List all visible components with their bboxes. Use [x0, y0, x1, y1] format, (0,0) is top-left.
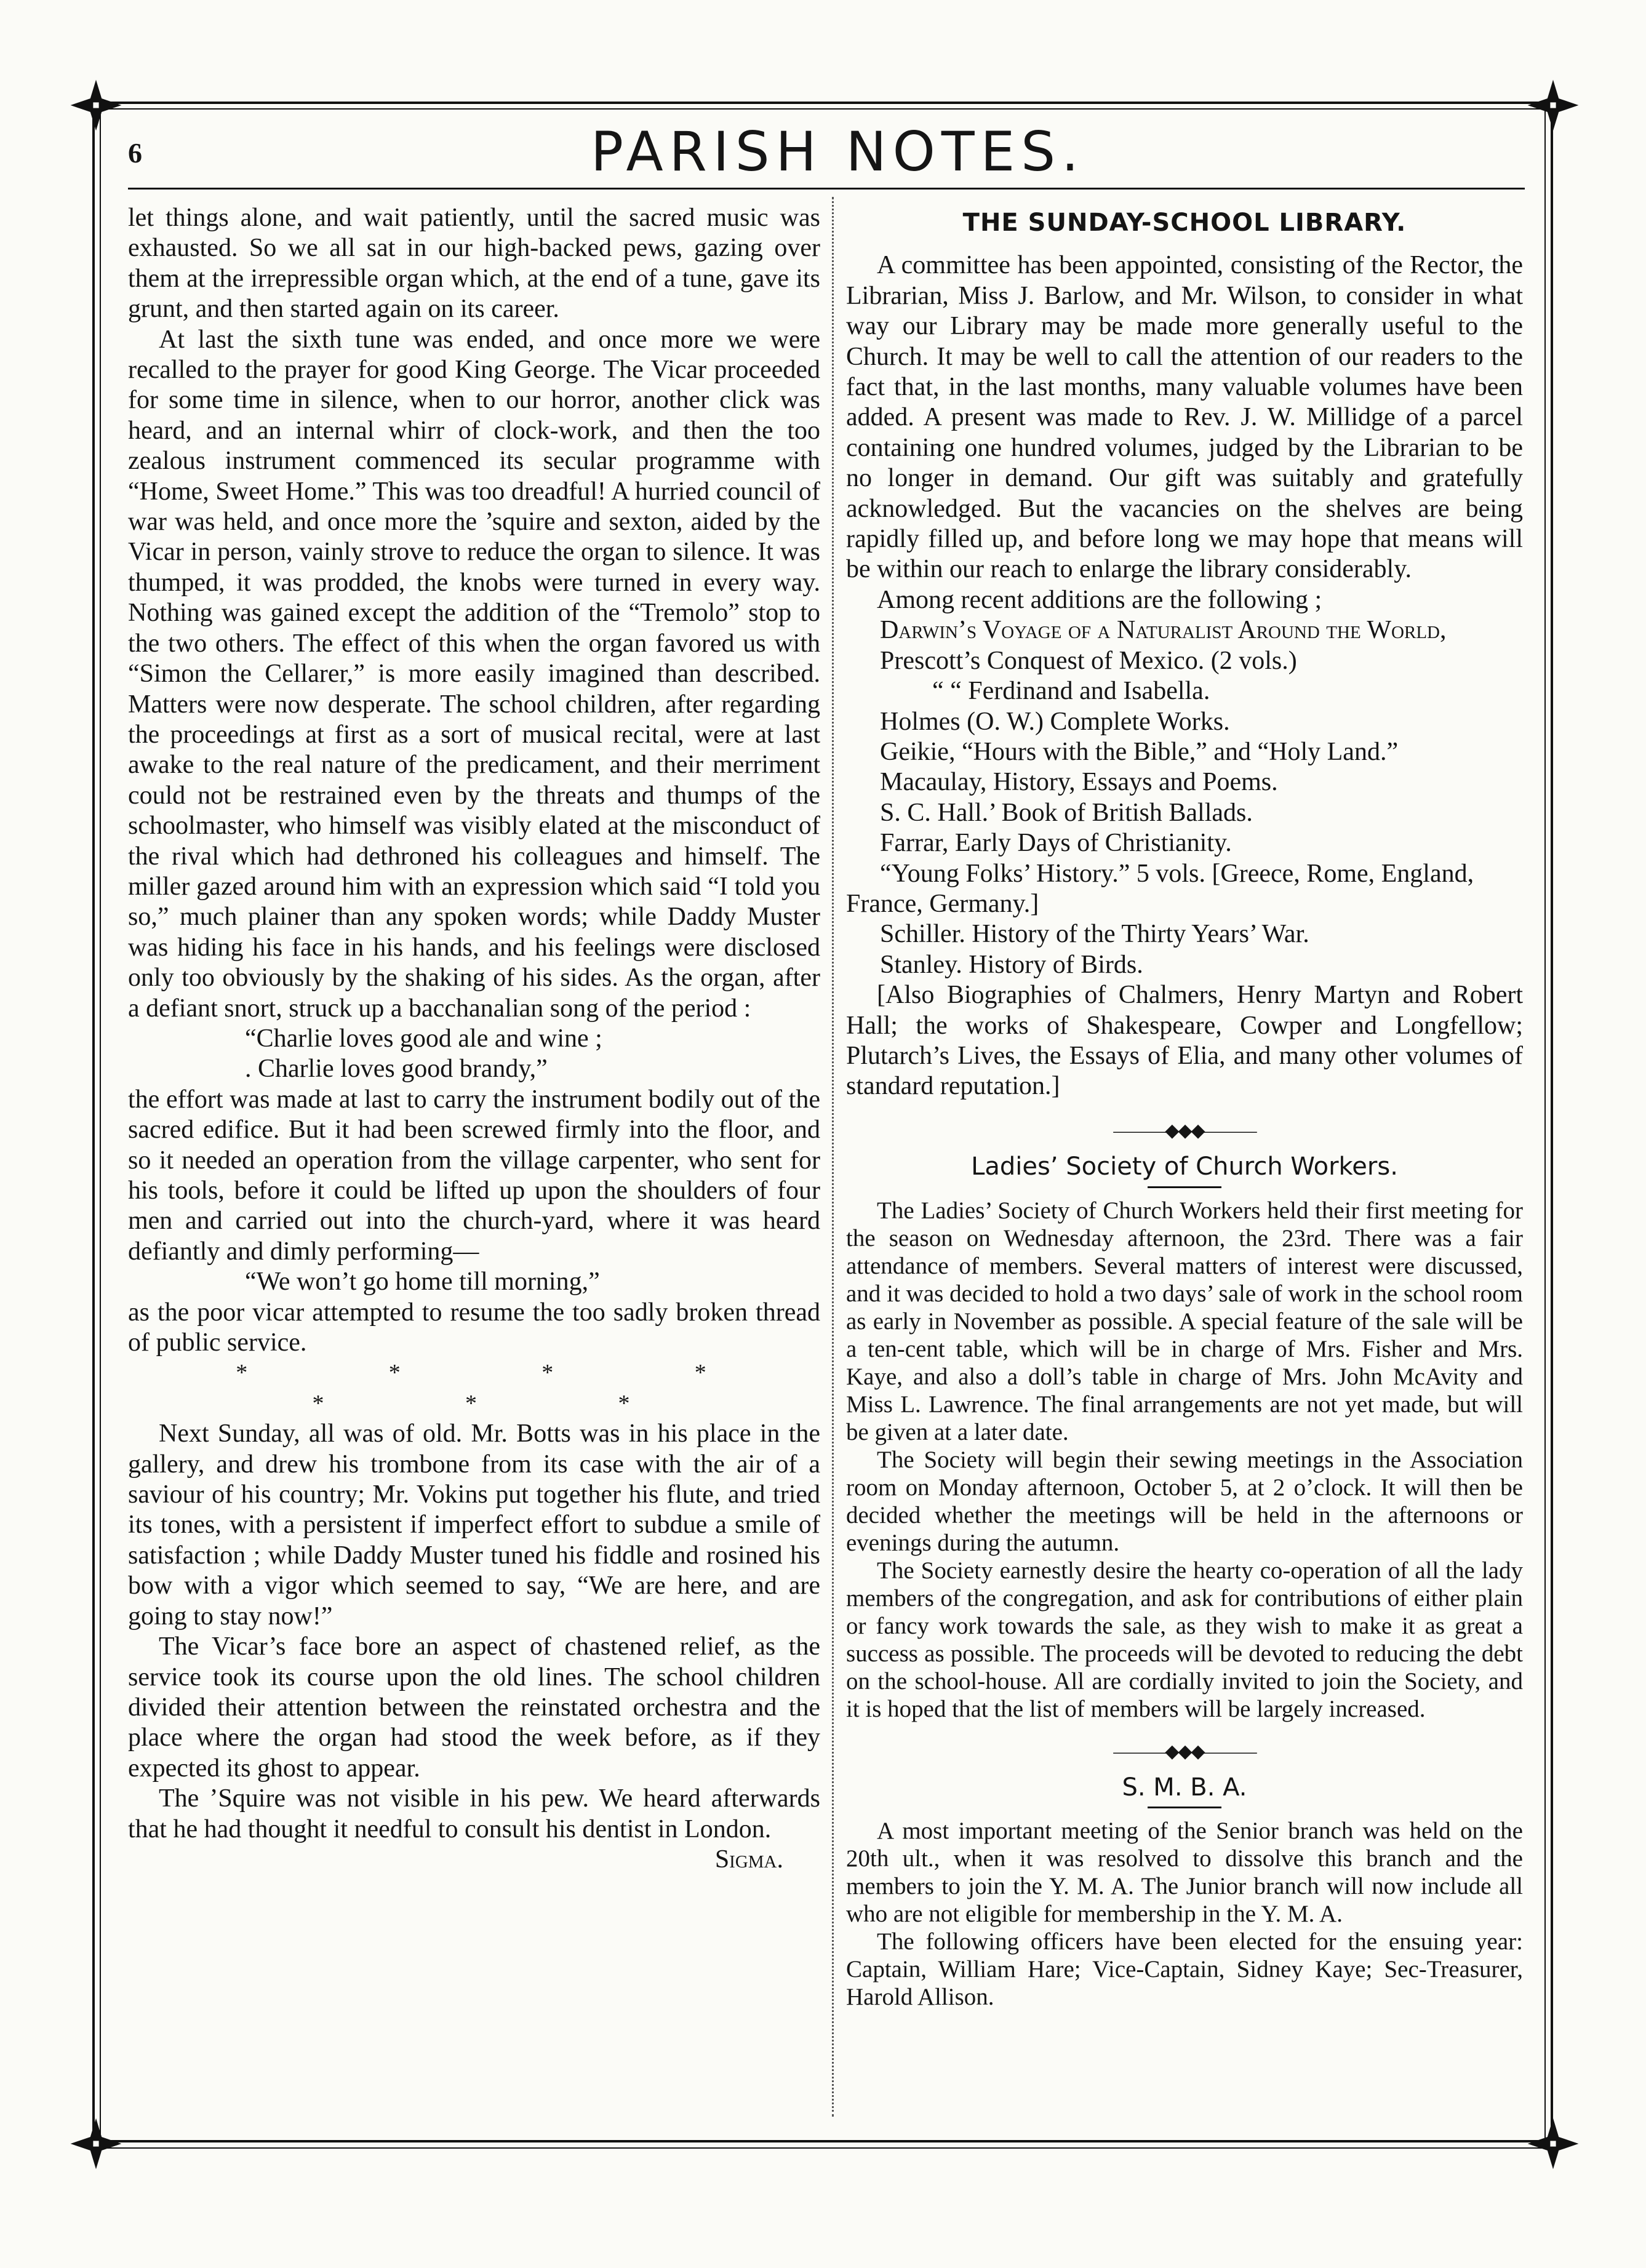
corner-cross-icon [68, 77, 124, 134]
left-border-outer [92, 105, 95, 2142]
paragraph: the effort was made at last to carry the instrument bodily out of the sacred edifice. But it had been screwed firmly into the floor, and so it needed an operation from the village carpenter, who sent for his tools, before it could be lifted up upon the shoulders of four men and carried out into the church-yard, where it was heard defiantly and dimly performing— [128, 1085, 820, 1266]
page-title: PARISH NOTES. [591, 120, 1085, 183]
short-rule [1148, 1186, 1221, 1188]
paragraph: The ’Squire was not visible in his pew. We heard afterwards that he had thought it needful to consult his dentist in London. [128, 1784, 820, 1843]
header-rule [128, 188, 1525, 190]
list-item: Holmes (O. W.) Complete Works. [880, 707, 1230, 736]
list-item: Darwin’s Voyage of a Naturalist Around the World, [880, 616, 1447, 645]
section-heading-library: THE SUNDAY-SCHOOL LIBRARY. [962, 209, 1407, 237]
right-column [846, 203, 1523, 2011]
list-item: Farrar, Early Days of Christianity. [880, 829, 1232, 858]
paragraph: The Vicar’s face bore an aspect of chastened relief, as the service took its course upon the old lines. The school children divided their attention between the reinstated orchestra and the place where the organ had stood the week before, as if they expected its ghost to appear. [128, 1632, 820, 1783]
right-border-outer [1551, 105, 1553, 2142]
left-column [128, 203, 820, 1875]
verse-line: . Charlie loves good brandy,” [245, 1055, 548, 1084]
list-intro: Among recent additions are the following ; [877, 585, 1322, 614]
signature-line [128, 1845, 820, 1875]
list-item: Schiller. History of the Thirty Years’ War. [880, 920, 1309, 949]
paragraph: The Ladies’ Society of Church Workers held their first meeting for the season on Wednesday afternoon, the 23rd. There was a fair attendance of members. Several matters of interest were discussed, and it was decided to hold a two days’ sale of work in the school room as early in November as possible. A special feature of the sale will be a ten-cent table, which will be in charge of Mrs. Fisher and Mrs. Kaye, and also a doll’s table in charge of Mrs. John McAvity and Miss L. Lawrence. The final arrangements are not yet made, but will be given at a later date. [846, 1197, 1523, 1445]
signature: Sigma. [714, 1845, 783, 1874]
paragraph: The Society earnestly desire the hearty co-operation of all the lady members of the congregation, and ask for contributions of either plain or fancy work towards the sale, as they wish to make it as great a success as possible. The proceeds will be devoted to reducing the debt on the school-house. All are cordially invited to join the Society, and it is hoped that the list of members will be largely increased. [846, 1557, 1523, 1722]
list-item: Geikie, “Hours with the Bible,” and “Holy Land.” [880, 737, 1399, 766]
right-border-inner [1544, 105, 1546, 2142]
paragraph: A most important meeting of the Senior branch was held on the 20th ult., when it was resolved to dissolve this branch and the members to join the Y. M. A. The Junior branch will now include all who are not eligible for membership in the Y. M. A. [846, 1818, 1523, 1928]
paragraph: Next Sunday, all was of old. Mr. Botts was in his place in the gallery, and drew his trombone from its case with the air of a saviour of his country; Mr. Vokins put together his flute, and tried its tones, with a persistent if imperfect effort to subdue a smile of satisfaction ; while Daddy Muster tuned his fiddle and rosined his bow with a vigor which seemed to say, “We are here, and are going to stay now!” [128, 1419, 820, 1631]
ornament-divider: ———◆◆◆——— [1113, 1120, 1256, 1141]
top-border-inner [92, 108, 1554, 110]
paragraph: as the poor vicar attempted to resume the too sadly broken thread of public service. [128, 1298, 820, 1357]
section-heading-smba: S. M. B. A. [1122, 1773, 1247, 1802]
list-item: “Young Folks’ History.” 5 vols. [Greece, Rome, England, France, Germany.] [846, 859, 1474, 918]
list-item: S. C. Hall.’ Book of British Ballads. [880, 798, 1253, 827]
bottom-border-outer [92, 2140, 1554, 2142]
column-divider [832, 197, 834, 2117]
list-item: Stanley. History of Birds. [880, 950, 1143, 979]
list-item: Macaulay, History, Essays and Poems. [880, 768, 1278, 797]
corner-cross-icon [1525, 77, 1581, 134]
verse-line: “We won’t go home till morning,” [245, 1268, 600, 1296]
list-item: Prescott’s Conquest of Mexico. (2 vols.) [880, 646, 1297, 675]
paragraph: The following officers have been elected for the ensuing year: Captain, William Hare; Vice-Captain, Sidney Kaye; Sec-Treasurer, Harold Allison. [846, 1928, 1523, 2011]
list-item: “ “ Ferdinand and Isabella. [932, 677, 1210, 706]
page-number: 6 [128, 137, 142, 169]
paragraph: [Also Biographies of Chalmers, Henry Martyn and Robert Hall; the works of Shakespeare, Cowper and Longfellow; Plutarch’s Lives, the Essays of Elia, and many other volumes of standard reputation.] [846, 981, 1523, 1101]
short-rule [1148, 1807, 1221, 1808]
paragraph: A committee has been appointed, consisting of the Rector, the Librarian, Miss J. Barlow, and Mr. Wilson, to consider in what way our Library may be made more generally useful to the Church. It may be well to call the attention of our readers to the fact that, in the last months, many valuable volumes have been added. A present was made to Rev. J. W. Millidge of a parcel containing one hundred volumes, judged by the Librarian to be no longer in demand. Our gift was suitably and gratefully acknowledged. But the vacancies on the shelves are being rapidly filled up, and before long we may hope that means will be within our reach to enlarge the library considerably. [846, 251, 1523, 584]
verse-line: “Charlie loves good ale and wine ; [245, 1024, 602, 1053]
left-border-inner [100, 105, 101, 2142]
section-break-stars: * * * * * * * [236, 1360, 774, 1416]
corner-cross-icon [1525, 2115, 1581, 2172]
paragraph: let things alone, and wait patiently, until the sacred music was exhausted. So we all sat in our high-backed pews, gazing over them at the irrepressible organ which, at the end of a tune, gave its grunt, and then started again on its career. [128, 204, 820, 324]
top-border-outer [92, 102, 1554, 104]
section-heading-ladies: Ladies’ Society of Church Workers. [971, 1152, 1398, 1181]
ornament-divider: ———◆◆◆——— [1113, 1741, 1256, 1762]
corner-cross-icon [68, 2115, 124, 2172]
bottom-border-inner [92, 2147, 1554, 2149]
paragraph: The Society will begin their sewing meetings in the Association room on Monday afternoon, October 5, at 2 o’clock. It will then be decided whether the meetings will be held in the afternoons or evenings during the autumn. [846, 1446, 1523, 1556]
paragraph: At last the sixth tune was ended, and once more we were recalled to the prayer for good King George. The Vicar proceeded for some time in silence, when to our horror, another click was heard, and an internal whirr of clock-work, and then the too zealous instrument commenced its secular programme with “Home, Sweet Home.” This was too dreadful! A hurried council of war was held, and once more the ’squire and sexton, aided by the Vicar in person, vainly strove to reduce the organ to silence. It was thumped, it was prodded, the knobs were turned in every way. Nothing was gained except the addition of the “Tremolo” stop to the two others. The effect of this when the organ favored us with “Simon the Cellarer,” is more easily imagined than described. Matters were now desperate. The school children, after regarding the proceedings at first as a sort of musical recital, were at last awake to the real nature of the predicament, and their merriment could not be restrained even by the threats and thumps of the schoolmaster, who himself was visibly elated at the misconduct of the rival which had dethroned his colleagues and himself. The miller gazed around him with an expression which said “I told you so,” much plainer than any spoken words; while Daddy Muster was hiding his face in his hands, and his feelings were disclosed only too obviously by the shaking of his sides. As the organ, after a defiant snort, struck up a bacchanalian song of the period : [128, 325, 820, 1023]
